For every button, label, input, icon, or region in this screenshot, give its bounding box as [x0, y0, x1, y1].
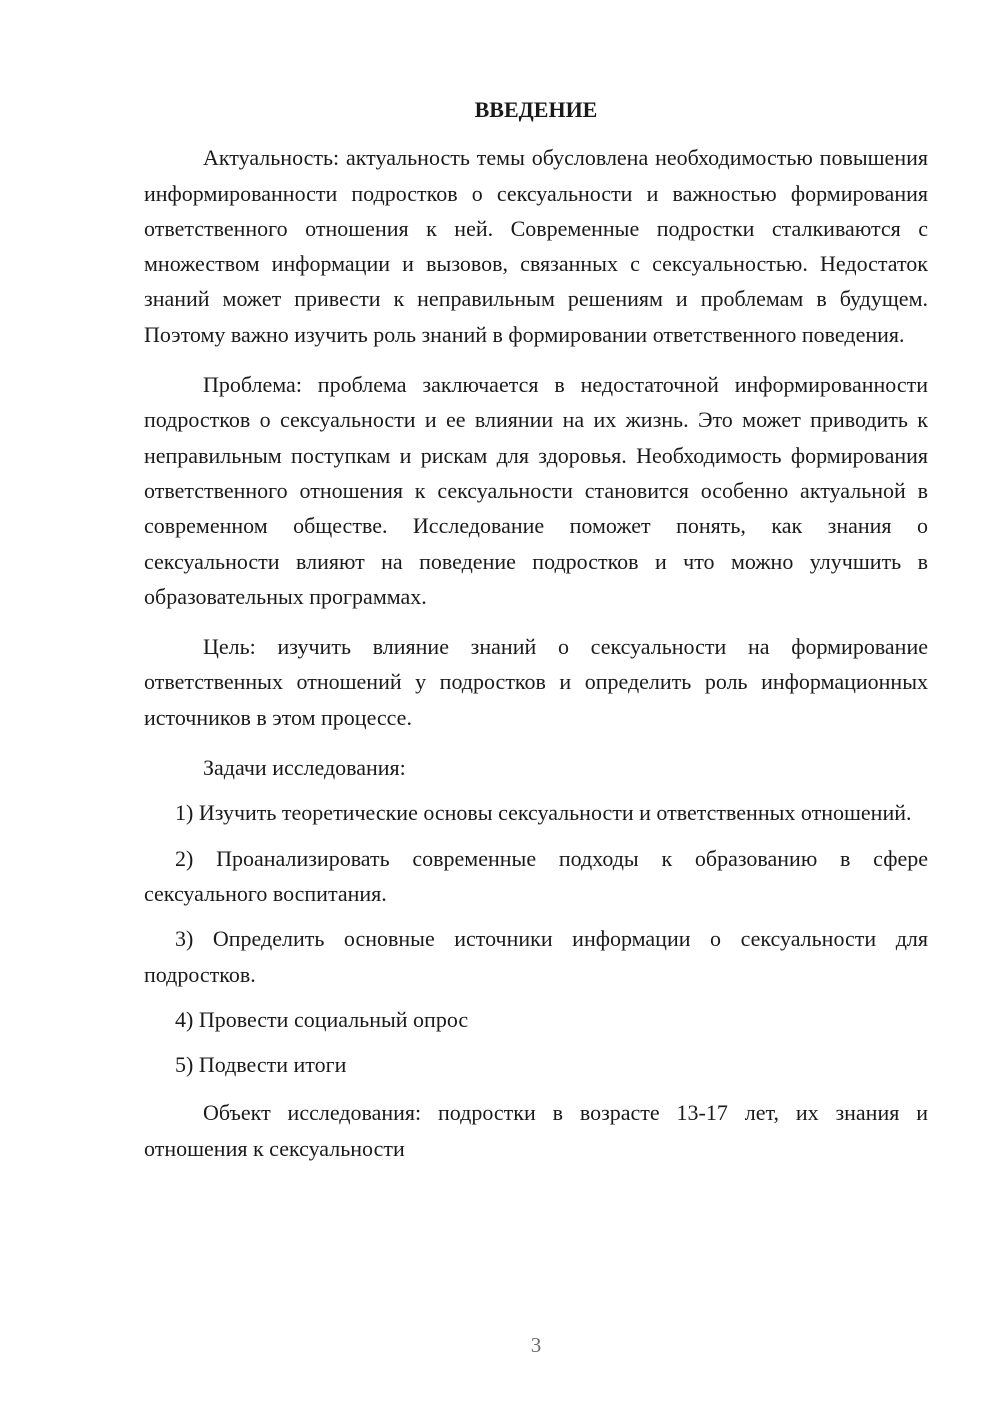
list-item: 5) Подвести итоги [175, 1052, 347, 1078]
page-number: 3 [530, 1333, 542, 1357]
list-item: 2) Проанализировать современные подходы к образованию в сфере сексуального воспитания. [144, 845, 928, 906]
list-item: 1) Изучить теоретические основы сексуальности и ответственных отношений. [175, 800, 912, 826]
list-item: 4) Провести социальный опрос [175, 1006, 469, 1032]
document-page [144, 92, 928, 1181]
relevance-paragraph: Актуальность: актуальность темы обусловлена необходимостью повышения информированности подростков о сексуальности и важностью формирования ответственного отношения к ней. Современные подростки сталкиваются с множеством информации и вызовов, связанных с сексуальностью. Недостаток знаний может привести к неправильным решениям и проблемам в будущем. Поэтому важно изучить роль знаний в формировании ответственного поведения. [144, 145, 928, 347]
goal-paragraph: Цель: изучить влияние знаний о сексуальности на формирование ответственных отношений у подростков и определить роль информационных источников в этом процессе. [144, 634, 928, 730]
section-title: ВВЕДЕНИЕ [474, 97, 598, 122]
problem-paragraph: Проблема: проблема заключается в недостаточной информированности подростков о сексуальности и ее влиянии на их жизнь. Это может приводить к неправильным поступкам и рискам для здоровья. Необходимость формирования ответственного отношения к сексуальности становится особенно актуальной в современном обществе. Исследование поможет понять, как знания о сексуальности влияют на поведение подростков и что можно улучшить в образовательных программах. [144, 372, 928, 609]
list-item: 3) Определить основные источники информации о сексуальности для подростков. [144, 926, 928, 987]
tasks-heading: Задачи исследования: [203, 755, 406, 781]
object-paragraph: Объект исследования: подростки в возрасте 13-17 лет, их знания и отношения к сексуальности [144, 1100, 928, 1161]
